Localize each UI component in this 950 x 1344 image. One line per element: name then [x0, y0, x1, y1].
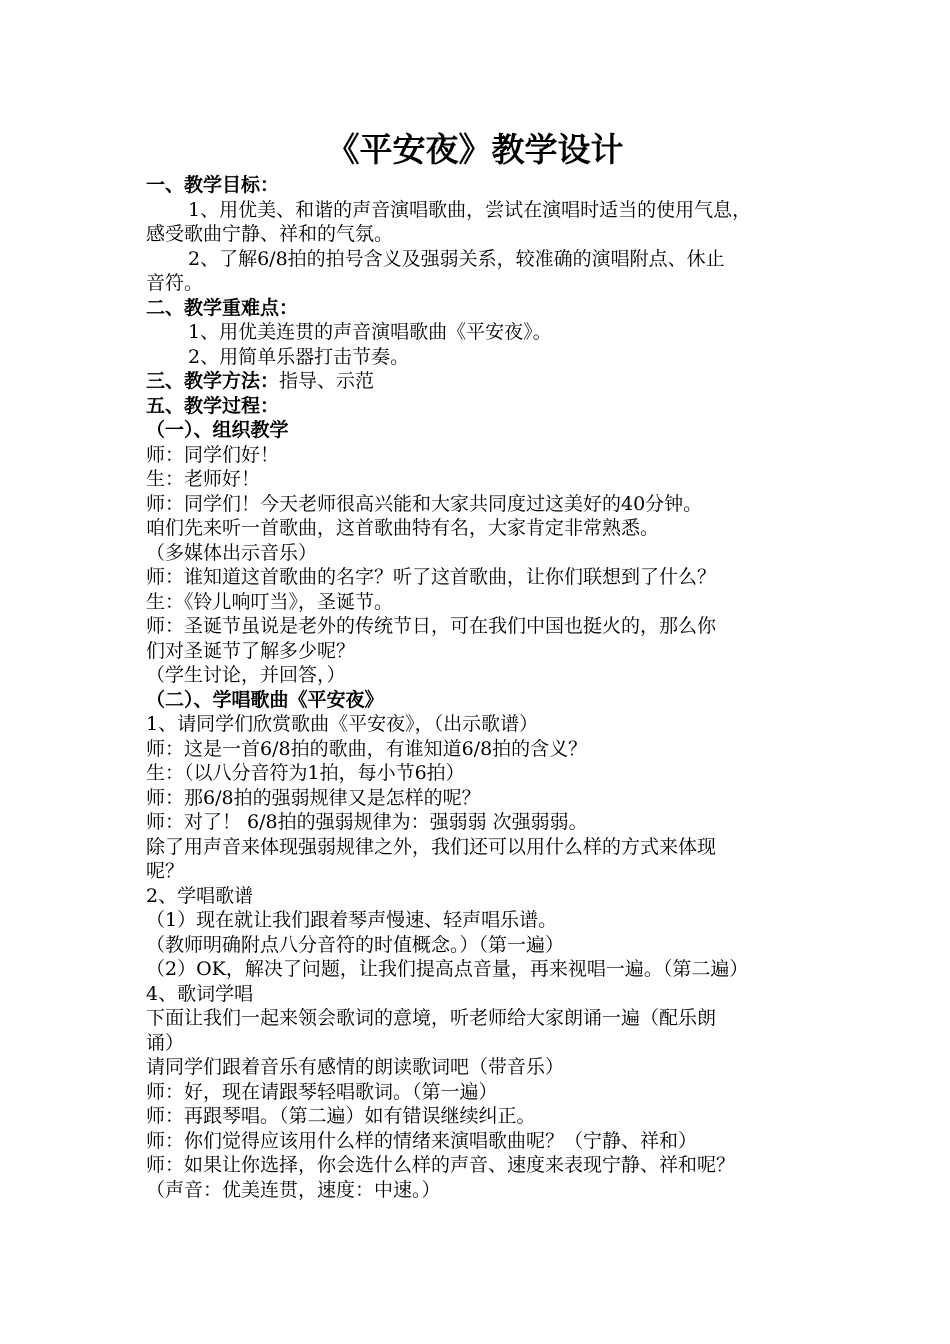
dialogue-line: 师：再跟琴唱。（第二遍）如有错误继续纠正。	[146, 1105, 536, 1127]
dialogue-line: 生：《铃儿响叮当》，圣诞节。	[146, 590, 394, 613]
paragraph-line: 音符。	[146, 272, 204, 294]
dialogue-line: 生：（以八分音符为1拍，每小节6拍）	[146, 762, 465, 784]
dialogue-line: 师：对了！ 6/8拍的强弱规律为：强弱弱 次强弱弱。	[146, 811, 588, 833]
dialogue-line: 除了用声音来体现强弱规律之外，我们还可以用什么样的方式来体现	[146, 835, 717, 858]
dialogue-line: 1、请同学们欣赏歌曲《平安夜》，（出示歌谱）	[146, 713, 539, 735]
dialogue-line: （声音：优美连贯，速度：中速。）	[146, 1178, 441, 1201]
dialogue-line: （1）现在就让我们跟着琴声慢速、轻声唱乐谱。	[146, 909, 558, 931]
paragraph-line: 2、用简单乐器打击节奏。	[188, 345, 410, 368]
dialogue-line: 师：同学们好！	[146, 443, 280, 466]
subsection-heading: （一）、组织教学	[146, 419, 289, 441]
dialogue-line: 呢？	[146, 860, 185, 882]
paragraph-line: 2、了解6/8拍的拍号含义及强弱关系，较准确的演唱附点、休止	[188, 247, 725, 270]
dialogue-line: 2、学唱歌谱	[146, 884, 254, 907]
subsection-heading: （二）、学唱歌曲《平安夜》	[146, 688, 384, 711]
dialogue-line: 4、歌词学唱	[146, 982, 254, 1005]
document-title: 《平安夜》教学设计	[326, 130, 624, 169]
dialogue-line: 生：老师好！	[146, 468, 261, 490]
dialogue-line: 师：谁知道这首歌曲的名字？听了这首歌曲，让你们联想到了什么？	[146, 566, 717, 588]
dialogue-line: 师：圣诞节虽说是老外的传统节日，可在我们中国也挺火的，那么你	[146, 615, 717, 637]
section-heading: 二、教学重难点：	[146, 296, 299, 319]
section-inline-text: 指导、示范	[279, 370, 375, 392]
paragraph-line: 1、用优美连贯的声音演唱歌曲《平安夜》。	[188, 321, 552, 343]
dialogue-line: 诵）	[146, 1031, 185, 1054]
dialogue-line: 师：这是一首6/8拍的歌曲，有谁知道6/8拍的含义？	[146, 737, 588, 760]
dialogue-line: 师：同学们！今天老师很高兴能和大家共同度过这美好的40分钟。	[146, 492, 703, 515]
dialogue-line: 咱们先来听一首歌曲，这首歌曲特有名，大家肯定非常熟悉。	[146, 517, 660, 539]
dialogue-line: （教师明确附点八分音符的时值概念。）（第一遍）	[146, 933, 565, 956]
section-heading-with-text	[146, 369, 814, 394]
document-body	[146, 173, 814, 1202]
paragraph-line: 感受歌曲宁静、祥和的气氛。	[146, 223, 394, 245]
dialogue-line: 师：你们觉得应该用什么样的情绪来演唱歌曲呢？（宁静、祥和）	[146, 1129, 698, 1152]
section-heading: 五、教学过程：	[146, 394, 280, 417]
dialogue-line: 请同学们跟着音乐有感情的朗读歌词吧（带音乐）	[146, 1056, 565, 1078]
dialogue-line: 们对圣诞节了解多少呢？	[146, 639, 356, 662]
section-heading: 一、教学目标：	[146, 174, 280, 196]
dialogue-line: （2）OK，解决了问题，让我们提高点音量，再来视唱一遍。（第二遍）	[146, 958, 749, 980]
dialogue-line: 师：那6/8拍的强弱规律又是怎样的呢？	[146, 786, 481, 809]
dialogue-line: 下面让我们一起来领会歌词的意境，听老师给大家朗诵一遍（配乐朗	[146, 1007, 717, 1029]
dialogue-line: 师：如果让你选择，你会选什么样的声音、速度来表现宁静、祥和呢？	[146, 1154, 736, 1176]
paragraph-line: 1、用优美、和谐的声音演唱歌曲，尝试在演唱时适当的使用气息，	[188, 198, 752, 221]
dialogue-line: 师：好，现在请跟琴轻唱歌词。（第一遍）	[146, 1080, 498, 1103]
dialogue-line: （多媒体出示音乐）	[146, 541, 318, 564]
section-heading: 三、教学方法：	[146, 370, 280, 392]
dialogue-line: （学生讨论，并回答，）	[146, 664, 346, 686]
